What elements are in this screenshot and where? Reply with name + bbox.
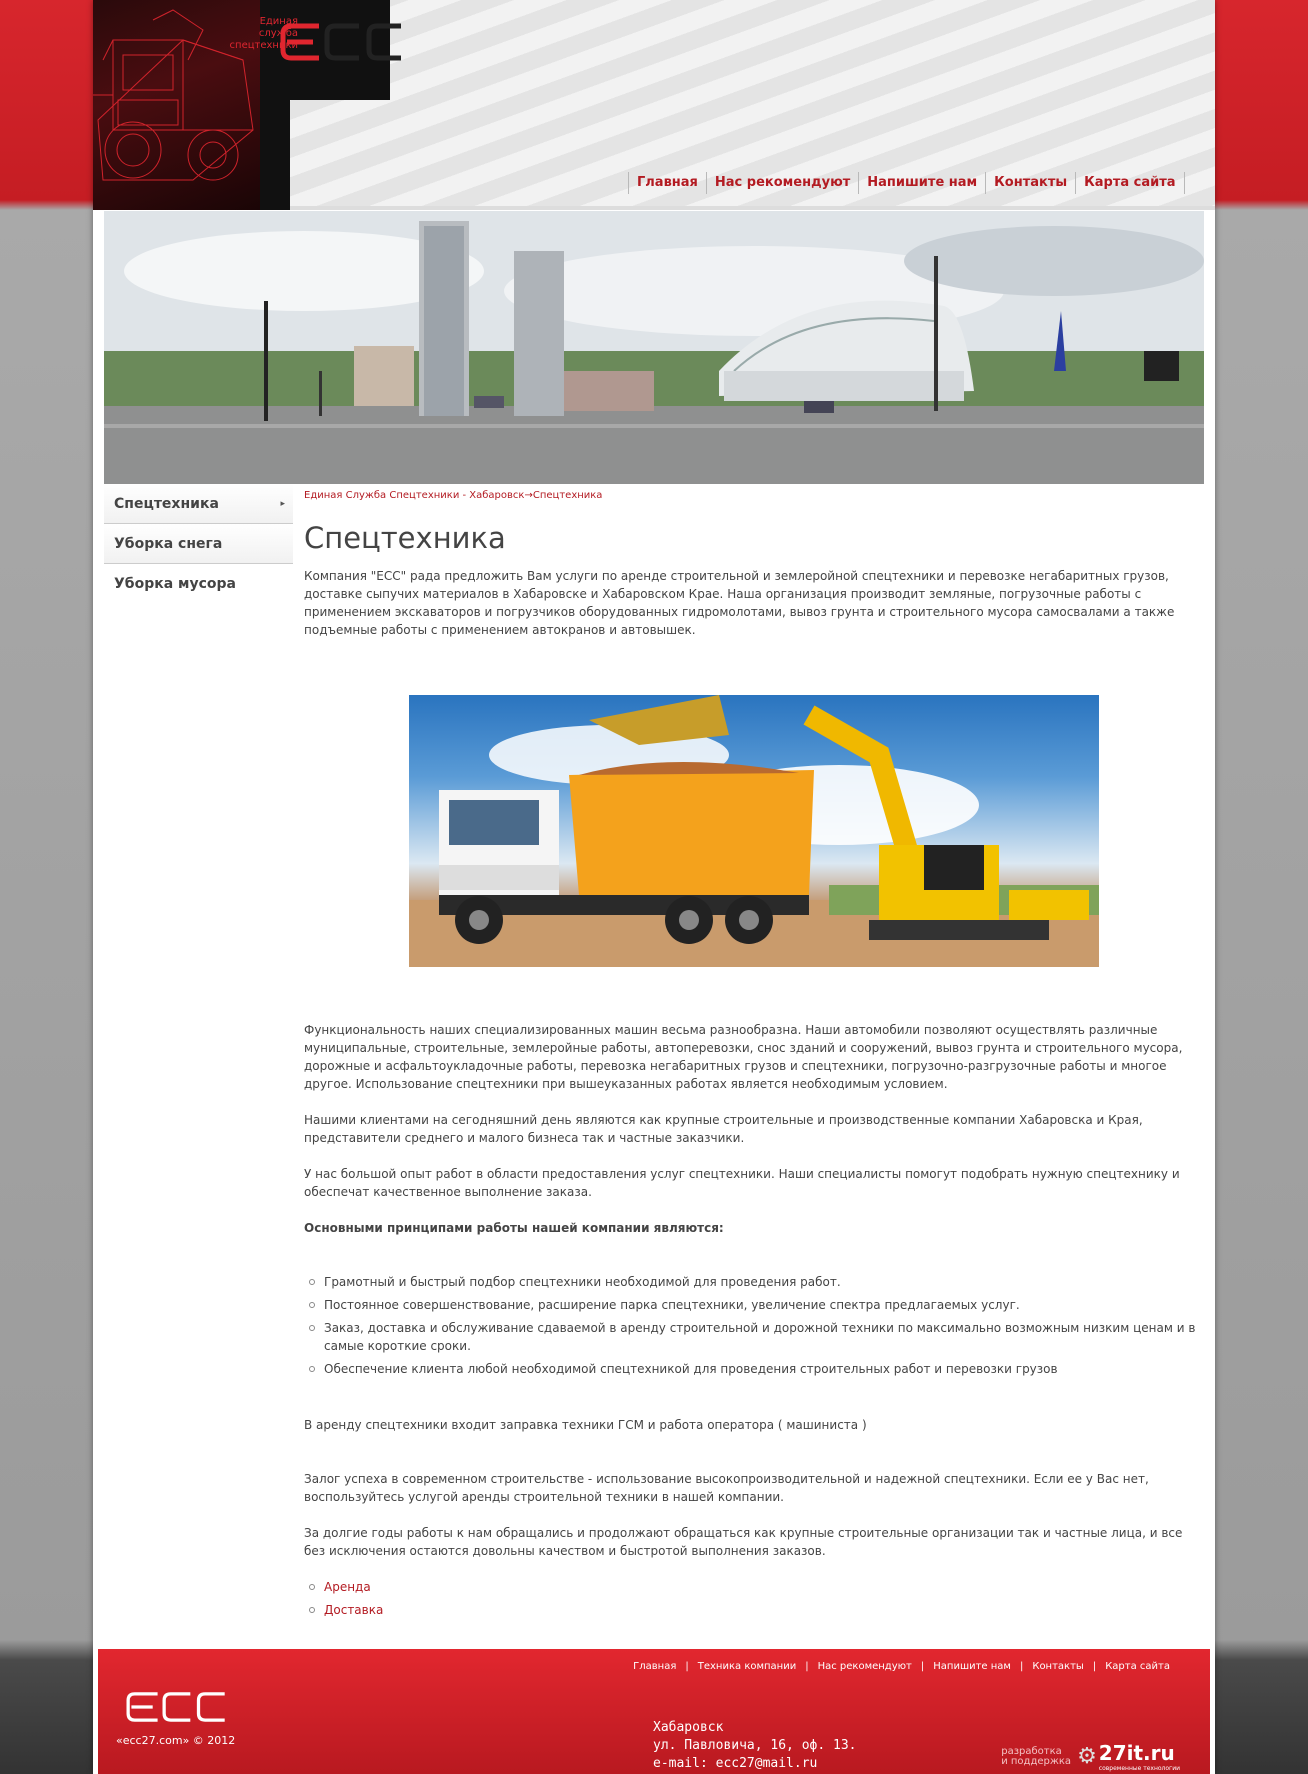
- breadcrumb-current: Спецтехника: [532, 490, 603, 501]
- footer-logo[interactable]: [116, 1689, 236, 1734]
- nav-home[interactable]: Главная: [628, 172, 706, 194]
- contact-address: Хабаровск ул. Павловича, 16, оф. 13. e-mail: ecc27@mail.ru: [653, 1720, 857, 1771]
- paragraph-years: За долгие годы работы к нам обращались и продолжают обращаться как крупные строительные организации так и частные лица, и все без исключения остаются довольны качеством и быстротой выполнения заказов.: [304, 1526, 1183, 1558]
- footer-nav-sitemap[interactable]: Карта сайта: [1105, 1661, 1170, 1672]
- developer-logo: 27it.ru: [1098, 1741, 1175, 1765]
- footer: [98, 1649, 1210, 1774]
- breadcrumb-separator: →: [524, 490, 533, 501]
- city-banner-image: [104, 211, 1204, 484]
- list-item: Постоянное совершенствование, расширение парка спецтехники, увеличение спектра предлагаемых услуг.: [308, 1296, 1204, 1314]
- chevron-right-icon: ▸: [280, 499, 285, 509]
- footer-nav-recommend[interactable]: Нас рекомендуют: [817, 1661, 912, 1672]
- page-title: Спецтехника: [304, 521, 506, 555]
- footer-nav-separator: |: [805, 1661, 809, 1672]
- breadcrumb-home-link[interactable]: Единая Служба Спецтехники - Хабаровск: [304, 490, 525, 501]
- footer-nav-home[interactable]: Главная: [633, 1661, 677, 1672]
- ecc-logo-icon: [116, 1689, 236, 1725]
- copyright: «ecc27.com» © 2012: [116, 1734, 236, 1747]
- paragraph-functionality: Функциональность наших специализированных машин весьма разнообразна. Наши автомобили позволяют осуществлять различные муниципальные, строительные, землеройные работы, автоперевозки, снос зданий и сооружений, вывоз грунта и строительного мусора, дорожные и асфальтоукладочные работы, перевозка негабаритных грузов и спецтехники, погрузочно-разгрузочные работы и многое другое. Использование спецтехники при вышеуказанных работах является необходимым условием.: [304, 1023, 1183, 1091]
- footer-nav-separator: |: [1092, 1661, 1097, 1672]
- main-content: [304, 484, 1204, 1624]
- list-item: [308, 1601, 1204, 1619]
- footer-nav-contacts[interactable]: Контакты: [1032, 1661, 1084, 1672]
- list-item: Обеспечение клиента любой необходимой спецтехникой для проведения строительных работ и перевозки грузов: [308, 1360, 1204, 1378]
- list-item: Заказ, доставка и обслуживание сдаваемой в аренду строительной и дорожной техники по максимально возможным низким ценам и в самые короткие сроки.: [308, 1319, 1204, 1355]
- paragraph-clients: Нашими клиентами на сегодняшний день являются как крупные строительные и производственные компании Хабаровска и Края, представители среднего и малого бизнеса так и частные заказчики.: [304, 1113, 1143, 1145]
- related-links: [308, 1578, 1204, 1619]
- logo-dark-block: [260, 100, 290, 210]
- footer-nav-write-us[interactable]: Напишите нам: [933, 1661, 1011, 1672]
- nav-sitemap[interactable]: Карта сайта: [1075, 172, 1184, 194]
- principles-list: [308, 1273, 1204, 1378]
- site-logo[interactable]: [279, 20, 404, 75]
- paragraph-success: Залог успеха в современном строительстве - использование высокопроизводительной и надежной спецтехники. Если ее у Вас нет, воспользуйтесь услугой аренды строительной техники в нашей компании.: [304, 1472, 1149, 1504]
- link-delivery[interactable]: Доставка: [324, 1603, 384, 1617]
- nav-recommend[interactable]: Нас рекомендуют: [706, 172, 858, 194]
- intro-paragraph: Компания "ECC" рада предложить Вам услуги по аренде строительной и землеройной спецтехники и перевозке негабаритных грузов, доставке сыпучих материалов в Хабаровске и Хабаровском Крае. Наша организация производит земляные, погрузочные работы с применением экскаваторов и погрузчиков оборудованных гидромолотами, вывоз грунта и строительного мусора самосвалами а также подъемные работы с применением автокранов и автовышек.: [304, 569, 1175, 637]
- truck-excavator-image: [409, 695, 1099, 967]
- principles-heading: Основными принципами работы нашей компании являются:: [304, 1221, 724, 1235]
- top-navigation: [628, 172, 1185, 194]
- list-item: [308, 1578, 1204, 1596]
- developer-credit[interactable]: разработка и поддержка ⚙ 27it.ru современные технологии: [1001, 1741, 1180, 1772]
- gear-icon: ⚙: [1077, 1744, 1097, 1769]
- list-item: Грамотный и быстрый подбор спецтехники необходимой для проведения работ.: [308, 1273, 1204, 1291]
- footer-nav-separator: |: [1019, 1661, 1024, 1672]
- footer-navigation: [633, 1661, 1170, 1672]
- sidebar: [104, 484, 293, 604]
- link-rental[interactable]: Аренда: [324, 1580, 371, 1594]
- nav-write-us[interactable]: Напишите нам: [858, 172, 985, 194]
- footer-nav-separator: |: [685, 1661, 689, 1672]
- sidebar-item-spectekhnika[interactable]: Спецтехника ▸: [104, 484, 293, 524]
- nav-contacts[interactable]: Контакты: [985, 172, 1075, 194]
- footer-nav-separator: |: [920, 1661, 925, 1672]
- ecc-logo-icon: [279, 20, 404, 64]
- sidebar-item-snow-removal[interactable]: Уборка снега: [104, 524, 293, 564]
- header: [93, 0, 1215, 210]
- breadcrumb: [304, 490, 1204, 501]
- page: [93, 0, 1215, 1774]
- sidebar-item-garbage-removal[interactable]: Уборка мусора: [104, 564, 293, 604]
- paragraph-experience: У нас большой опыт работ в области предоставления услуг спецтехники. Наши специалисты помогут подобрать нужную спецтехнику и обеспечат качественное выполнение заказа.: [304, 1167, 1180, 1199]
- footer-nav-equipment[interactable]: Техника компании: [697, 1661, 797, 1672]
- logo-tagline: Единая служба спецтехники: [229, 16, 298, 51]
- paragraph-rental-includes: В аренду спецтехники входит заправка техники ГСМ и работа оператора ( машиниста ): [304, 1418, 867, 1432]
